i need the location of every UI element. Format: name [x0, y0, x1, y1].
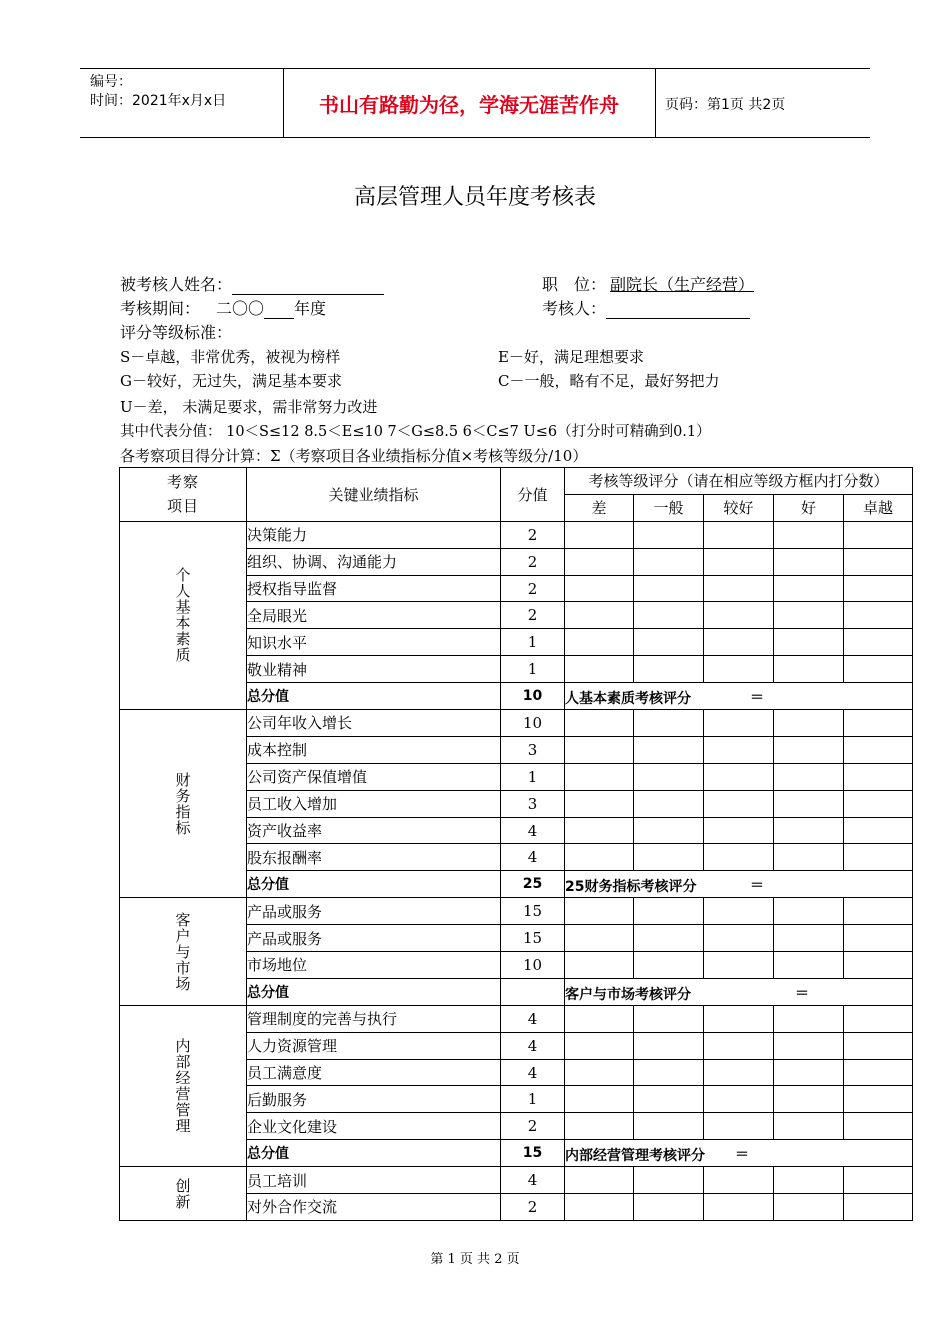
indicator-label: 资产收益率 [247, 817, 501, 844]
section-summary [565, 871, 913, 898]
rating-input-cell[interactable] [704, 1194, 774, 1221]
assessment-table [119, 467, 913, 1221]
header-motto: 书山有路勤为径，学海无涯苦作舟 [319, 92, 619, 117]
rating-input-cell[interactable] [634, 790, 704, 817]
rating-input-cell[interactable] [704, 548, 774, 575]
rating-input-cell[interactable] [565, 575, 634, 602]
rating-input-cell[interactable] [565, 1167, 634, 1194]
rating-input-cell[interactable] [774, 790, 844, 817]
rating-input-cell[interactable] [774, 1005, 844, 1032]
rating-input-cell[interactable] [704, 952, 774, 979]
rating-input-cell[interactable] [844, 925, 913, 952]
rating-input-cell[interactable] [774, 763, 844, 790]
legend-scores-text: 其中代表分值： 10＜S≤12 8.5＜E≤10 7＜G≤8.5 6＜C≤7 U≤6（打分时可精确到0.1） [120, 424, 711, 440]
rating-input-cell[interactable] [774, 521, 844, 548]
head-level: 差 [565, 494, 634, 521]
indicator-label: 全局眼光 [247, 602, 501, 629]
section-summary [565, 1140, 913, 1167]
position-value: 副院长（生产经营） [610, 275, 755, 294]
rating-input-cell[interactable] [844, 952, 913, 979]
rating-input-cell[interactable] [565, 521, 634, 548]
rating-input-cell[interactable] [634, 1194, 704, 1221]
rating-input-cell[interactable] [774, 925, 844, 952]
indicator-score: 4 [501, 1032, 565, 1059]
assessor-label: 考核人： [542, 299, 607, 318]
rating-input-cell[interactable] [634, 656, 704, 683]
rating-input-cell[interactable] [774, 898, 844, 925]
indicator-score: 1 [501, 1086, 565, 1113]
indicator-label: 人力资源管理 [247, 1032, 501, 1059]
legend-c: C－一般，略有不足，最好努把力 [498, 372, 720, 390]
rating-input-cell[interactable] [704, 1167, 774, 1194]
rating-input-cell[interactable] [704, 1059, 774, 1086]
rating-input-cell[interactable] [634, 898, 704, 925]
indicator-score: 2 [501, 575, 565, 602]
rating-input-cell[interactable] [634, 1059, 704, 1086]
rating-input-cell[interactable] [704, 1086, 774, 1113]
assessor-blank[interactable] [606, 302, 750, 319]
indicator-score: 4 [501, 844, 565, 871]
head-level: 较好 [704, 494, 774, 521]
rating-input-cell[interactable] [634, 575, 704, 602]
rating-input-cell[interactable] [844, 1059, 913, 1086]
rating-input-cell[interactable] [774, 1032, 844, 1059]
head-level: 一般 [634, 494, 704, 521]
total-value: 15 [501, 1140, 565, 1167]
rating-input-cell[interactable] [565, 656, 634, 683]
rating-input-cell[interactable] [565, 1005, 634, 1032]
rating-input-cell[interactable] [774, 656, 844, 683]
indicator-label: 员工收入增加 [247, 790, 501, 817]
rating-input-cell[interactable] [565, 1059, 634, 1086]
rating-input-cell[interactable] [774, 1059, 844, 1086]
header-divider [655, 69, 656, 137]
indicator-label: 成本控制 [247, 736, 501, 763]
rating-input-cell[interactable] [704, 790, 774, 817]
total-value: 10 [501, 683, 565, 710]
legend-e: E－好，满足理想要求 [498, 348, 644, 366]
rating-input-cell[interactable] [565, 898, 634, 925]
rating-input-cell[interactable] [844, 656, 913, 683]
rating-input-cell[interactable] [704, 575, 774, 602]
head-category-text: 考察项目 [167, 472, 200, 515]
rating-input-cell[interactable] [774, 1194, 844, 1221]
indicator-label: 员工培训 [247, 1167, 501, 1194]
rating-input-cell[interactable] [565, 548, 634, 575]
name-label: 被考核人姓名： [120, 275, 233, 294]
rating-input-cell[interactable] [844, 898, 913, 925]
position-field [542, 272, 758, 295]
rating-input-cell[interactable] [634, 763, 704, 790]
legend-formula: 各考察项目得分计算：Σ（考察项目各业绩指标分值×考核等级分/10） [120, 447, 588, 465]
total-value: 25 [501, 871, 565, 898]
rating-input-cell[interactable] [565, 736, 634, 763]
name-field [120, 272, 384, 295]
total-value [501, 978, 565, 1005]
indicator-score: 10 [501, 952, 565, 979]
rating-input-cell[interactable] [704, 1032, 774, 1059]
rating-input-cell[interactable] [565, 602, 634, 629]
rating-input-cell[interactable] [844, 629, 913, 656]
indicator-label: 敬业精神 [247, 656, 501, 683]
section-category: 财务指标 [120, 710, 247, 898]
indicator-label: 决策能力 [247, 521, 501, 548]
indicator-score: 4 [501, 1059, 565, 1086]
indicator-label: 股东报酬率 [247, 844, 501, 871]
rating-input-cell[interactable] [774, 1167, 844, 1194]
rating-input-cell[interactable] [565, 763, 634, 790]
indicator-score: 2 [501, 1113, 565, 1140]
rating-input-cell[interactable] [844, 521, 913, 548]
summary-label: 25财务指标考核评分 [565, 879, 697, 896]
indicator-score: 4 [501, 1167, 565, 1194]
indicator-score: 2 [501, 548, 565, 575]
indicator-label: 管理制度的完善与执行 [247, 1005, 501, 1032]
legend-u: U－差， 未满足要求，需非常努力改进 [120, 398, 378, 416]
rating-input-cell[interactable] [774, 575, 844, 602]
table-row [120, 1167, 913, 1194]
head-rating: 考核等级评分（请在相应等级方框内打分数） [565, 468, 913, 495]
rating-input-cell[interactable] [774, 602, 844, 629]
total-label: 总分值 [247, 1140, 501, 1167]
period-label: 考核期间： [120, 299, 201, 318]
number-label: 编号： [90, 74, 132, 90]
rating-input-cell[interactable] [565, 952, 634, 979]
indicator-label: 知识水平 [247, 629, 501, 656]
rating-input-cell[interactable] [704, 817, 774, 844]
rating-input-cell[interactable] [565, 844, 634, 871]
rating-input-cell[interactable] [774, 1086, 844, 1113]
summary-equals: ＝ [750, 690, 764, 707]
rating-input-cell[interactable] [634, 1167, 704, 1194]
period-value: 二〇〇 [216, 299, 265, 318]
indicator-label: 后勤服务 [247, 1086, 501, 1113]
rating-input-cell[interactable] [565, 1086, 634, 1113]
rating-input-cell[interactable] [634, 629, 704, 656]
indicator-score: 3 [501, 790, 565, 817]
indicator-label: 组织、协调、沟通能力 [247, 548, 501, 575]
section-summary [565, 683, 913, 710]
standard-label: 评分等级标准： [120, 323, 233, 342]
rating-input-cell[interactable] [774, 710, 844, 737]
rating-input-cell[interactable] [634, 548, 704, 575]
rating-input-cell[interactable] [704, 763, 774, 790]
rating-input-cell[interactable] [634, 1005, 704, 1032]
rating-input-cell[interactable] [634, 925, 704, 952]
head-indicator: 关键业绩指标 [247, 468, 501, 522]
rating-input-cell[interactable] [634, 1032, 704, 1059]
legend-g: G－较好，无过失，满足基本要求 [120, 372, 342, 390]
rating-input-cell[interactable] [844, 1032, 913, 1059]
page-indicator: 页码：第1页 共2页 [665, 97, 786, 113]
indicator-score: 2 [501, 602, 565, 629]
section-category: 创新 [120, 1167, 247, 1221]
indicator-score: 1 [501, 656, 565, 683]
rating-input-cell[interactable] [704, 710, 774, 737]
section-category: 个人基本素质 [120, 521, 247, 709]
rating-input-cell[interactable] [634, 710, 704, 737]
rating-input-cell[interactable] [844, 1086, 913, 1113]
rating-input-cell[interactable] [844, 817, 913, 844]
rating-input-cell[interactable] [704, 898, 774, 925]
period-suffix: 年度 [294, 299, 327, 318]
position-label: 职 位： [542, 275, 607, 294]
header-meta [90, 73, 226, 111]
rating-input-cell[interactable] [774, 844, 844, 871]
assessor-field [542, 296, 750, 319]
section-summary [565, 978, 913, 1005]
total-label: 总分值 [247, 683, 501, 710]
total-label: 总分值 [247, 871, 501, 898]
summary-equals: ＝ [735, 1147, 749, 1164]
rating-input-cell[interactable] [774, 952, 844, 979]
indicator-label: 员工满意度 [247, 1059, 501, 1086]
rating-input-cell[interactable] [774, 736, 844, 763]
rating-input-cell[interactable] [565, 629, 634, 656]
rating-input-cell[interactable] [565, 710, 634, 737]
rating-input-cell[interactable] [844, 602, 913, 629]
rating-input-cell[interactable] [844, 736, 913, 763]
indicator-label: 市场地位 [247, 952, 501, 979]
rating-input-cell[interactable] [634, 521, 704, 548]
indicator-label: 公司资产保值增值 [247, 763, 501, 790]
rating-input-cell[interactable] [844, 575, 913, 602]
head-category [120, 468, 247, 522]
rating-input-cell[interactable] [704, 1113, 774, 1140]
rating-input-cell[interactable] [844, 790, 913, 817]
rating-input-cell[interactable] [704, 602, 774, 629]
head-level: 好 [774, 494, 844, 521]
period-blank[interactable] [264, 302, 294, 319]
rating-input-cell[interactable] [844, 1167, 913, 1194]
rating-input-cell[interactable] [704, 521, 774, 548]
rating-input-cell[interactable] [565, 1113, 634, 1140]
rating-input-cell[interactable] [565, 925, 634, 952]
rating-input-cell[interactable] [704, 925, 774, 952]
indicator-score: 1 [501, 763, 565, 790]
indicator-score: 2 [501, 521, 565, 548]
indicator-score: 4 [501, 1005, 565, 1032]
indicator-label: 公司年收入增长 [247, 710, 501, 737]
rating-input-cell[interactable] [844, 1113, 913, 1140]
page-header [80, 68, 870, 138]
rating-input-cell[interactable] [634, 1113, 704, 1140]
rating-input-cell[interactable] [774, 817, 844, 844]
total-label: 总分值 [247, 978, 501, 1005]
section-category: 客户与市场 [120, 898, 247, 1006]
rating-input-cell[interactable] [774, 1113, 844, 1140]
indicator-label: 企业文化建设 [247, 1113, 501, 1140]
table-head-row [120, 468, 913, 495]
indicator-label: 产品或服务 [247, 925, 501, 952]
indicator-score: 3 [501, 736, 565, 763]
rating-input-cell[interactable] [844, 710, 913, 737]
indicator-score: 2 [501, 1194, 565, 1221]
rating-input-cell[interactable] [844, 1194, 913, 1221]
rating-input-cell[interactable] [844, 1005, 913, 1032]
indicator-label: 产品或服务 [247, 898, 501, 925]
rating-input-cell[interactable] [704, 736, 774, 763]
rating-input-cell[interactable] [844, 763, 913, 790]
indicator-score: 15 [501, 925, 565, 952]
summary-label: 人基本素质考核评分 [565, 691, 691, 708]
indicator-score: 10 [501, 710, 565, 737]
head-level: 卓越 [844, 494, 913, 521]
rating-input-cell[interactable] [565, 817, 634, 844]
rating-input-cell[interactable] [844, 844, 913, 871]
table-row [120, 521, 913, 548]
rating-input-cell[interactable] [704, 629, 774, 656]
summary-label: 客户与市场考核评分 [565, 986, 691, 1003]
rating-input-cell[interactable] [704, 1005, 774, 1032]
summary-label: 内部经营管理考核评分 [565, 1148, 705, 1165]
legend-s: S－卓越，非常优秀，被视为榜样 [120, 348, 341, 366]
indicator-label: 对外合作交流 [247, 1194, 501, 1221]
rating-input-cell[interactable] [704, 844, 774, 871]
rating-input-cell[interactable] [774, 629, 844, 656]
summary-equals: ＝ [750, 878, 764, 895]
table-row [120, 710, 913, 737]
rating-input-cell[interactable] [634, 952, 704, 979]
section-category: 内部经营管理 [120, 1005, 247, 1166]
rating-input-cell[interactable] [565, 1032, 634, 1059]
period-field [120, 296, 326, 319]
legend-scores [120, 420, 711, 441]
head-score: 分值 [501, 468, 565, 522]
indicator-label: 授权指导监督 [247, 575, 501, 602]
rating-input-cell[interactable] [704, 656, 774, 683]
time-label: 时间：2021年x月x日 [90, 93, 227, 109]
indicator-score: 15 [501, 898, 565, 925]
indicator-score: 4 [501, 817, 565, 844]
name-blank[interactable] [232, 278, 384, 295]
summary-equals: ＝ [795, 985, 809, 1002]
rating-input-cell[interactable] [844, 548, 913, 575]
rating-input-cell[interactable] [565, 790, 634, 817]
rating-input-cell[interactable] [634, 1086, 704, 1113]
document-title: 高层管理人员年度考核表 [353, 185, 596, 210]
table-row [120, 898, 913, 925]
table-row [120, 1005, 913, 1032]
rating-input-cell[interactable] [634, 736, 704, 763]
rating-input-cell[interactable] [774, 548, 844, 575]
rating-input-cell[interactable] [634, 844, 704, 871]
rating-input-cell[interactable] [565, 1194, 634, 1221]
rating-input-cell[interactable] [634, 602, 704, 629]
rating-input-cell[interactable] [634, 817, 704, 844]
page-footer: 第 1 页 共 2 页 [430, 1252, 520, 1267]
indicator-score: 1 [501, 629, 565, 656]
